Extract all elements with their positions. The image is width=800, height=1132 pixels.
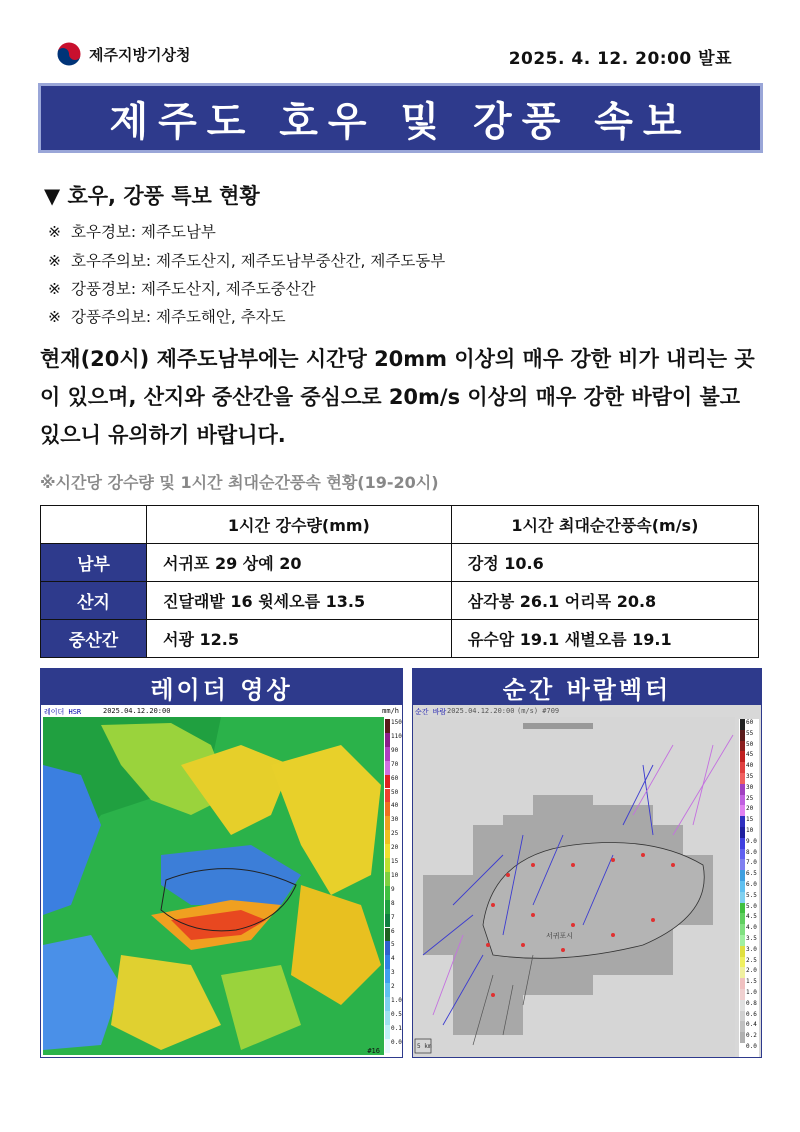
legend-label: 150 (391, 719, 402, 726)
legend-swatch (385, 747, 390, 761)
legend-swatch (740, 978, 745, 989)
legend-label: 15 (391, 858, 399, 865)
legend-label: 15 (746, 816, 754, 824)
legend-label: 0.4 (746, 1021, 757, 1029)
rain-cell: 서귀포 29 상예 20 (147, 544, 452, 582)
legend-swatch (385, 719, 390, 733)
legend-swatch (385, 872, 390, 886)
rain-cell: 서광 12.5 (147, 620, 452, 658)
legend-label: 7.0 (746, 859, 757, 867)
radar-map (41, 705, 402, 1057)
legend-label: 8.0 (746, 848, 757, 856)
legend-label: 5.5 (746, 891, 757, 899)
legend-label: 3 (391, 969, 395, 977)
table-row (41, 620, 759, 658)
legend-swatch (385, 914, 390, 928)
legend-label: 25 (391, 830, 399, 838)
legend-label: 40 (746, 762, 754, 770)
observation-table (40, 505, 759, 658)
legend-swatch (385, 830, 390, 844)
radar-unit: mm/h (382, 707, 399, 715)
legend-label: 9.0 (746, 837, 757, 845)
legend-swatch (385, 789, 390, 803)
wind-cell: 강정 10.6 (451, 544, 758, 582)
legend-label: 60 (746, 719, 754, 726)
legend-swatch (740, 967, 745, 978)
wind-map (413, 705, 761, 1057)
page-title: 제주도 호우 및 강풍 속보 (109, 98, 692, 145)
legend-label: 50 (391, 788, 399, 796)
legend-swatch (740, 816, 745, 827)
legend-label: 1.0 (746, 989, 757, 996)
legend-swatch (385, 997, 390, 1011)
legend-label: 25 (746, 794, 754, 802)
title-banner (38, 83, 763, 153)
legend-swatch (740, 892, 745, 903)
legend-swatch (740, 881, 745, 892)
legend-swatch (740, 838, 745, 849)
region-cell: 남부 (41, 544, 147, 582)
legend-label: 30 (391, 816, 399, 824)
issue-date: 2025. 4. 12. 20:00 발표 (508, 49, 732, 69)
radar-code: #16 (367, 1047, 380, 1055)
legend-swatch (385, 983, 390, 997)
legend-label: 2 (391, 983, 395, 991)
radar-label: 레이더 HSR (44, 708, 82, 716)
legend-label: 10 (746, 827, 754, 834)
legend-label: 1.0 (391, 997, 402, 1004)
table-row (41, 544, 759, 582)
warning-item: ※ 강풍경보: 제주도산지, 제주도중산간 (48, 280, 316, 298)
legend-label: 9 (391, 885, 395, 893)
legend-swatch (740, 989, 745, 1000)
agency-logo (55, 40, 190, 68)
legend-label: 5 (391, 941, 395, 949)
legend-swatch (385, 775, 390, 789)
agency-name: 제주지방기상청 (89, 45, 191, 64)
legend-swatch (740, 1021, 745, 1032)
warning-item: ※ 강풍주의보: 제주도해안, 추자도 (48, 308, 286, 326)
legend-label: 4.5 (746, 913, 757, 921)
rain-cell: 진달래밭 16 윗세오름 13.5 (147, 582, 452, 620)
legend-label: 6.0 (746, 881, 757, 888)
legend-swatch (385, 1039, 390, 1053)
legend-swatch (740, 1032, 745, 1043)
legend-swatch (740, 784, 745, 795)
section-heading: ▼ 호우, 강풍 특보 현황 (44, 184, 260, 208)
legend-label: 2.0 (746, 967, 757, 975)
legend-swatch (740, 827, 745, 838)
legend-label: 30 (746, 783, 754, 791)
radar-image (41, 705, 402, 1057)
legend-label: 6.5 (746, 870, 757, 878)
legend-swatch (740, 741, 745, 752)
legend-label: 7 (391, 913, 395, 921)
note-marker: ※ (48, 252, 61, 270)
legend-swatch (740, 903, 745, 914)
legend-label: 0.0 (391, 1038, 402, 1046)
wind-panel (412, 668, 762, 1058)
legend-swatch (385, 969, 390, 983)
legend-swatch (740, 795, 745, 806)
legend-swatch (740, 924, 745, 935)
wind-place-label: 서귀포시 (546, 932, 574, 940)
legend-swatch (740, 762, 745, 773)
legend-swatch (385, 733, 390, 747)
legend-label: 90 (391, 746, 399, 754)
legend-label: 8 (391, 899, 395, 907)
legend-label: 4.0 (746, 924, 757, 932)
legend-swatch (740, 1011, 745, 1022)
wind-title: 순간 바람벡터 (413, 669, 761, 705)
legend-swatch (740, 751, 745, 762)
legend-swatch (740, 870, 745, 881)
corner-cell (41, 506, 147, 544)
legend-label: 50 (746, 740, 754, 748)
legend-swatch (385, 1011, 390, 1025)
legend-swatch (385, 900, 390, 914)
note-marker: ※ (48, 308, 61, 326)
legend-label: 3.5 (746, 935, 757, 942)
legend-swatch (740, 773, 745, 784)
legend-label: 55 (746, 729, 754, 737)
legend-swatch (740, 913, 745, 924)
legend-label: 1.5 (746, 978, 757, 986)
wind-image (413, 705, 761, 1057)
legend-label: 40 (391, 802, 399, 810)
legend-swatch (740, 859, 745, 870)
legend-swatch (385, 844, 390, 858)
legend-swatch (740, 730, 745, 741)
legend-swatch (740, 957, 745, 968)
wind-cell: 유수암 19.1 새별오름 19.1 (451, 620, 758, 658)
legend-label: 70 (391, 760, 399, 768)
wind-cell: 삼각봉 26.1 어리목 20.8 (451, 582, 758, 620)
radar-time: 2025.04.12.20:00 (103, 707, 171, 715)
legend-swatch (385, 816, 390, 830)
radar-title: 레이더 영상 (41, 669, 402, 705)
region-cell: 중산간 (41, 620, 147, 658)
taegeuk-icon (55, 40, 83, 68)
legend-label: 0.5 (391, 1010, 402, 1018)
legend-swatch (740, 946, 745, 957)
legend-swatch (385, 761, 390, 775)
wind-label: 순간 바람 (415, 708, 447, 716)
wind-header: 1시간 최대순간풍속(m/s) (451, 506, 758, 544)
legend-swatch (385, 928, 390, 942)
legend-label: 60 (391, 774, 399, 782)
legend-swatch (385, 941, 390, 955)
legend-swatch (385, 802, 390, 816)
legend-swatch (385, 886, 390, 900)
legend-swatch (740, 719, 745, 730)
legend-label: 6 (391, 927, 395, 935)
legend-label: 5.0 (746, 902, 757, 910)
legend-label: 35 (746, 773, 754, 780)
legend-swatch (740, 1000, 745, 1011)
legend-swatch (740, 1043, 745, 1054)
note-marker: ※ (48, 223, 61, 241)
legend-swatch (740, 849, 745, 860)
legend-label: 0.6 (746, 1010, 757, 1018)
legend-label: 0.2 (746, 1032, 757, 1040)
legend-label: 10 (391, 871, 399, 879)
legend-swatch (385, 955, 390, 969)
legend-label: 3.0 (746, 945, 757, 953)
legend-label: 0.8 (746, 999, 757, 1007)
table-header-row (41, 506, 759, 544)
legend-label: 110 (391, 732, 402, 740)
wind-time: 2025.04.12.20:00 (447, 707, 515, 715)
legend-label: 4 (391, 955, 395, 963)
legend-label: 2.5 (746, 956, 757, 964)
wind-unit: (m/s) #709 (517, 707, 560, 715)
legend-swatch (385, 1025, 390, 1039)
legend-swatch (740, 935, 745, 946)
rain-header: 1시간 강수량(mm) (147, 506, 452, 544)
radar-panel (40, 668, 403, 1058)
warning-item: ※ 호우주의보: 제주도산지, 제주도남부중산간, 제주도동부 (48, 252, 446, 270)
legend-label: 45 (746, 751, 754, 759)
wind-scale-label: 5 km (417, 1043, 432, 1050)
legend-label: 0.1 (391, 1024, 402, 1032)
region-cell: 산지 (41, 582, 147, 620)
table-row (41, 582, 759, 620)
table-note: ※시간당 강수량 및 1시간 최대순간풍속 현황(19-20시) (40, 473, 439, 492)
legend-label: 20 (391, 844, 399, 852)
note-marker: ※ (48, 280, 61, 298)
warning-item: ※ 호우경보: 제주도남부 (48, 223, 216, 241)
legend-swatch (740, 805, 745, 816)
summary-paragraph: 현재(20시) 제주도남부에는 시간당 20mm 이상의 매우 강한 비가 내리는 곳이 있으며, 산지와 중산간을 중심으로 20m/s 이상의 매우 강한 바람이 불고 있으니 유의하기 바랍니다. (40, 347, 755, 447)
legend-swatch (385, 858, 390, 872)
legend-label: 0.0 (746, 1043, 757, 1050)
legend-label: 20 (746, 805, 754, 813)
